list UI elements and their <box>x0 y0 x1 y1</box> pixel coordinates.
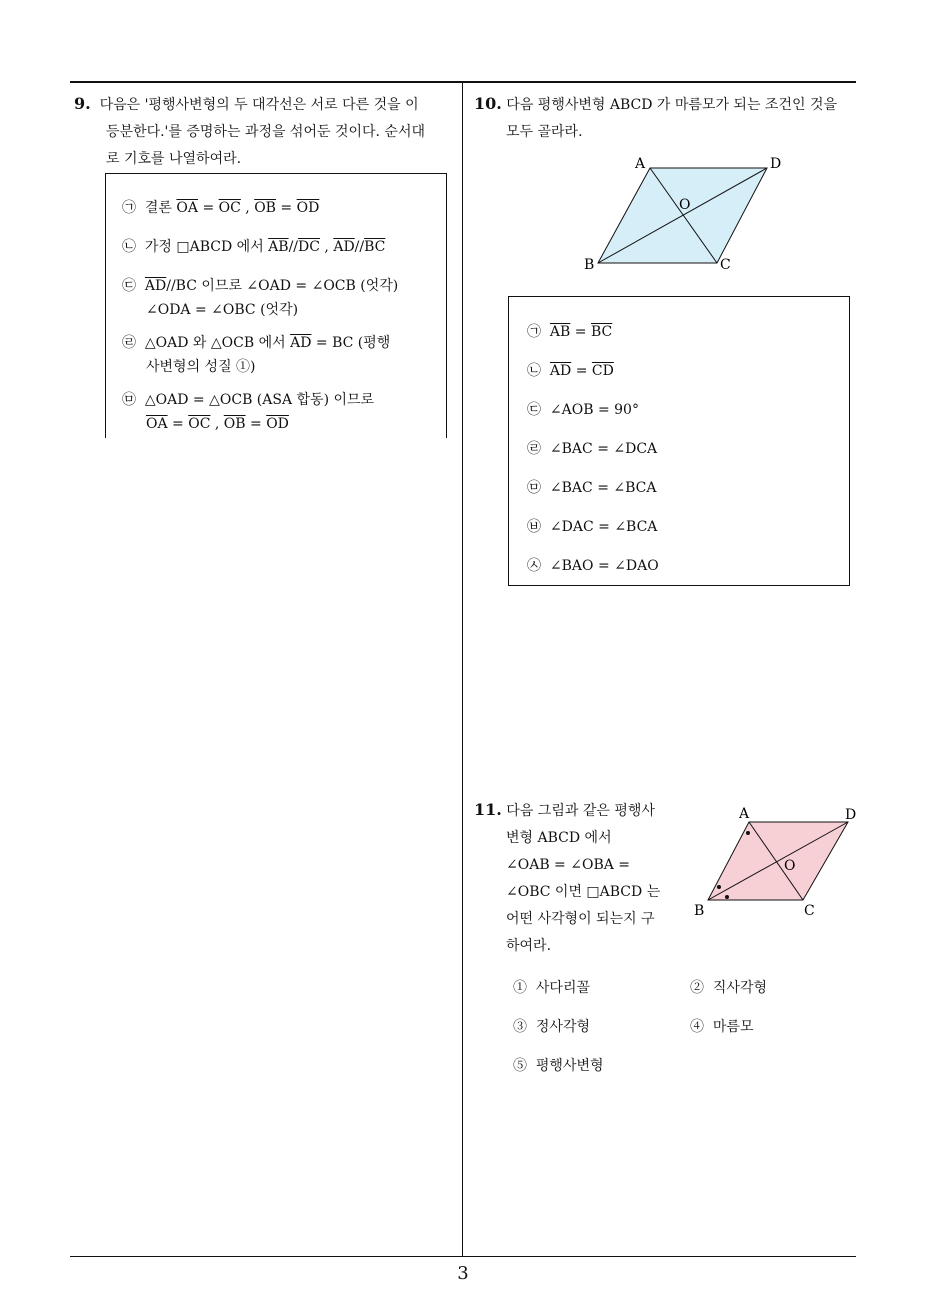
label-a: A <box>739 806 750 822</box>
option-item-7[interactable]: ㉦ ∠BAO = ∠DAO <box>527 558 659 574</box>
label-c: C <box>804 903 815 919</box>
question-9-proof-box <box>105 173 447 438</box>
question-11-text-6: 하여라. <box>506 938 552 954</box>
option-item-1[interactable]: ㉠ $\overline{AB} = \overline{BC}$ <box>527 324 613 340</box>
proof-item-1[interactable]: ㉠ 결론 $\overline{OA} = \overline{OC}$ , $\overline{OB} = \overline{OD}$ <box>122 200 320 216</box>
angle-dot-a <box>746 831 750 835</box>
label-a: A <box>635 156 646 172</box>
page-number: 3 <box>457 1263 469 1284</box>
label-d: D <box>845 807 857 823</box>
question-11-text-2: 변형 ABCD 에서 <box>506 830 612 846</box>
proof-item-3[interactable]: ㉢ $\overline{AD}//BC$ 이므로 ∠OAD = ∠OCB (엇각) ∠ODA = ∠OBC (엇각) <box>122 278 399 318</box>
question-11 <box>474 796 684 960</box>
label-o: O <box>784 858 796 874</box>
question-10-text-2: 모두 골라라. <box>506 124 583 140</box>
question-11-line-1 <box>474 796 684 825</box>
choice-5[interactable]: ⑤ 평행사변형 <box>513 1058 604 1074</box>
question-11-text-5: 어떤 사각형이 되는지 구 <box>506 911 655 927</box>
option-item-4[interactable]: ㉣ ∠BAC = ∠DCA <box>527 441 658 457</box>
question-10-text-1: 다음 평행사변형 ABCD 가 마름모가 되는 조건인 것을 <box>506 97 837 113</box>
choice-3[interactable]: ③ 정사각형 <box>513 1019 591 1035</box>
question-11-text-4: ∠OBC 이면 □ABCD 는 <box>506 884 661 900</box>
question-10-options-box <box>508 296 850 586</box>
question-9-text-2: 등분한다.'를 증명하는 과정을 섞어둔 것이다. 순서대 <box>106 124 426 140</box>
angle-dot-b-lower <box>725 895 729 899</box>
choice-1[interactable]: ① 사다리꼴 <box>513 980 591 996</box>
choice-2[interactable]: ② 직사각형 <box>690 980 768 996</box>
question-9-number: 9. <box>74 94 91 113</box>
label-c: C <box>720 257 731 273</box>
choice-4[interactable]: ④ 마름모 <box>690 1019 754 1035</box>
proof-item-5[interactable]: ㉤ △OAD = △OCB (ASA 합동) 이므로 $\overline{OA} = \overline{OC}$ , $\overline{OB} = \overline{OD}$ <box>122 392 375 432</box>
angle-dot-b-upper <box>717 885 721 889</box>
question-11-number: 11. <box>474 800 502 819</box>
label-d: D <box>770 156 782 172</box>
column-divider <box>462 83 463 1256</box>
label-b: B <box>584 257 595 273</box>
question-9 <box>74 90 458 173</box>
question-10-line-1 <box>474 90 864 119</box>
question-9-text-3: 로 기호를 나열하여라. <box>106 151 242 167</box>
question-9-line-1 <box>74 90 458 119</box>
label-o: O <box>679 197 691 213</box>
option-item-6[interactable]: ㉥ ∠DAC = ∠BCA <box>527 519 658 535</box>
option-item-3[interactable]: ㉢ ∠AOB = 90° <box>527 402 639 418</box>
label-b: B <box>694 903 705 919</box>
option-item-2[interactable]: ㉡ $\overline{AD} = \overline{CD}$ <box>527 363 614 379</box>
question-10 <box>474 90 864 146</box>
question-11-text-3: ∠OAB = ∠OBA = <box>506 857 631 873</box>
question-10-number: 10. <box>474 94 502 113</box>
proof-item-2[interactable]: ㉡ 가정 □ABCD 에서 $\overline{AB}//\overline{DC}$ , $\overline{AD}//\overline{BC}$ <box>122 239 386 255</box>
rhombus-figure-q10 <box>580 152 790 276</box>
question-11-text-1: 다음 그림과 같은 평행사 <box>506 803 655 819</box>
proof-item-4[interactable]: ㉣ △OAD 와 △OCB 에서 $\overline{AD}$ = BC (평행 사변형의 성질 ①) <box>122 335 391 375</box>
option-item-5[interactable]: ㉤ ∠BAC = ∠BCA <box>527 480 657 496</box>
top-rule <box>70 81 856 83</box>
parallelogram-figure-q11 <box>690 800 860 922</box>
bottom-rule <box>70 1256 856 1257</box>
question-9-text-1: 다음은 '평행사변형의 두 대각선은 서로 다른 것을 이 <box>99 97 419 113</box>
